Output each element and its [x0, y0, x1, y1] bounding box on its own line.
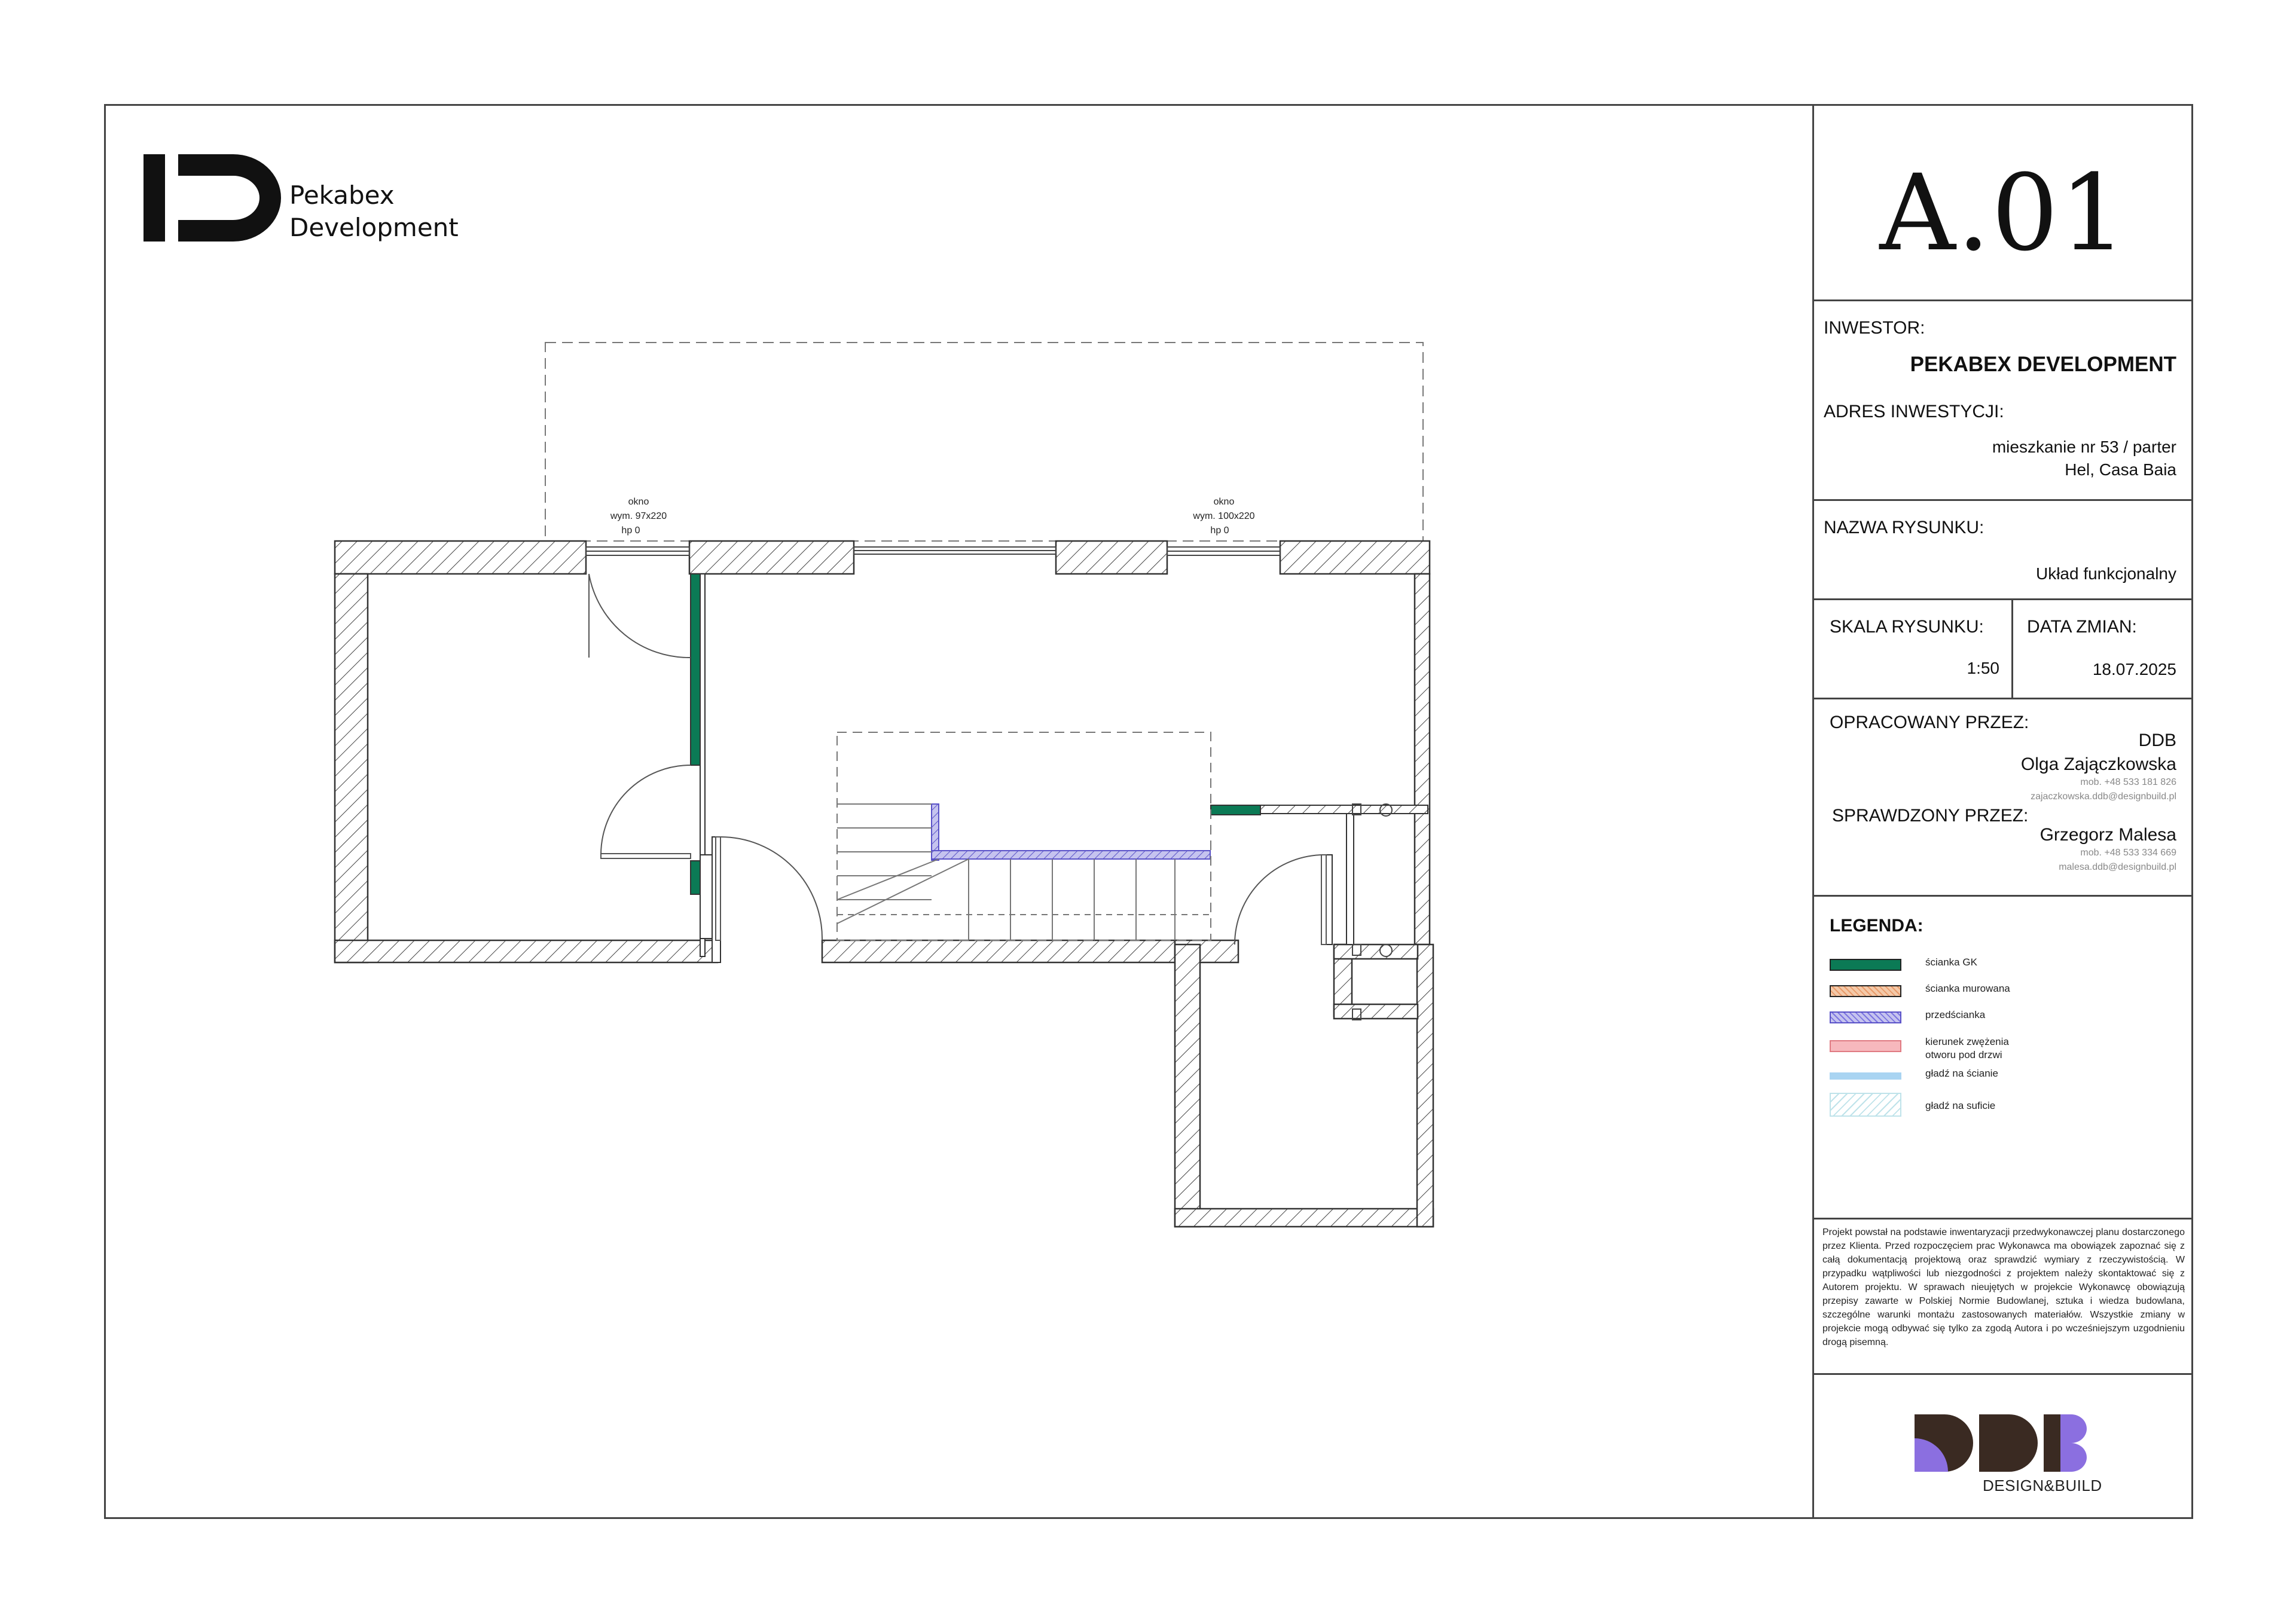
checked-label: SPRAWDZONY PRZEZ: — [1832, 806, 2029, 826]
scale-value: 1:50 — [1967, 659, 1999, 677]
checked-phone: mob. +48 533 334 669 — [2080, 848, 2176, 858]
prepared-email: zajaczkowska.ddb@designbuild.pl — [2031, 791, 2176, 802]
title-block — [1812, 104, 2193, 1519]
investor-cell — [1814, 301, 2193, 501]
drawing-name-cell — [1814, 501, 2193, 600]
brand-line-1: Pekabex — [289, 181, 395, 210]
disclaimer-note: Projekt powstał na podstawie inwentaryzacji przedwykonawczej planu dostarczonego przez Klienta. Przed rozpoczęciem prac Wykonawca ma obowiązek zapoznać się z całą dokumentacją projektową oraz sprawdzić wymiary z rzeczywistością. W przypadku wątpliwości lub niezgodności z projektem należy skontaktować się z Autorem projektu. W sprawach nieujętych w projekcie Wykonawcę obowiązują przepisy zawarte w Polskiej Normie Budowlanej, sztuka i wiedza budowlana, szczególne warunki montażu zastosowanych materiałów. Wszystkie zmiany w projekcie mogą odbywać się tylko za zgodą Autora i po wcześniejszym uzgodnieniu drogą pisemną. — [1822, 1227, 2185, 1347]
authors-cell — [1814, 699, 2193, 897]
address-line-1: mieszkanie nr 53 / parter — [1992, 438, 2176, 456]
investor-label: INWESTOR: — [1824, 318, 1925, 338]
legend-title: LEGENDA: — [1830, 916, 1923, 936]
window-2-label-2: wym. 100x220 — [1193, 511, 1255, 521]
checked-email: malesa.ddb@designbuild.pl — [2059, 862, 2176, 872]
address-label: ADRES INWESTYCJI: — [1824, 402, 2004, 421]
investor-value: PEKABEX DEVELOPMENT — [1910, 353, 2176, 376]
drawing-name-label: NAZWA RYSUNKU: — [1824, 518, 1984, 537]
date-label: DATA ZMIAN: — [2027, 617, 2137, 637]
legend-swatch-wall-plaster — [1830, 1072, 1901, 1080]
drawing-name-value: Układ funkcjonalny — [2035, 564, 2176, 583]
window-2-label-1: okno — [1213, 497, 1235, 507]
legend-swatch-gk — [1830, 959, 1901, 971]
legend-swatch-ceiling-plaster — [1830, 1093, 1901, 1117]
sheet-number-cell — [1814, 104, 2193, 301]
sheet-number: A.01 — [1879, 152, 2128, 274]
staircase — [837, 732, 1211, 940]
window-1-label-1: okno — [628, 497, 649, 507]
legend-swatch-masonry — [1830, 985, 1901, 997]
exterior-walls — [335, 541, 1433, 1227]
plumbing-symbols — [1352, 804, 1392, 1020]
scale-label: SKALA RYSUNKU: — [1830, 617, 1984, 637]
checked-name: Grzegorz Malesa — [2039, 825, 2176, 845]
date-value: 18.07.2025 — [2092, 660, 2176, 678]
window-1-label-2: wym. 97x220 — [610, 511, 667, 521]
prepared-phone: mob. +48 533 181 826 — [2080, 777, 2176, 787]
brand-line-2: Development — [289, 213, 459, 242]
ddb-logo-cell — [1814, 1375, 2193, 1519]
ddb-tagline: DESIGN&BUILD — [1983, 1477, 2102, 1494]
address-line-2: Hel, Casa Baia — [2065, 460, 2176, 479]
pre-wall — [932, 804, 1210, 860]
prepared-label: OPRACOWANY PRZEZ: — [1830, 713, 2029, 732]
legend-cell: LEGENDA: ścianka GK ścianka murowana przedścianka kierunek zwężenia otworu pod drzwi gładź na ścianie gładź na suficie — [1814, 897, 2193, 1219]
note-cell — [1814, 1219, 2193, 1375]
scale-date-cell — [1814, 600, 2193, 699]
terrace-outline — [545, 343, 1423, 541]
ddb-logo-icon — [1915, 1414, 2108, 1472]
window-1-label-3: hp 0 — [621, 525, 640, 536]
legend-swatch-prewall — [1830, 1011, 1901, 1023]
prepared-name: Olga Zajączkowska — [2020, 754, 2176, 774]
legend-swatch-narrowing — [1830, 1040, 1901, 1052]
window-2-label-3: hp 0 — [1210, 525, 1229, 536]
interior-walls — [691, 574, 1428, 962]
prepared-company: DDB — [2138, 730, 2176, 750]
